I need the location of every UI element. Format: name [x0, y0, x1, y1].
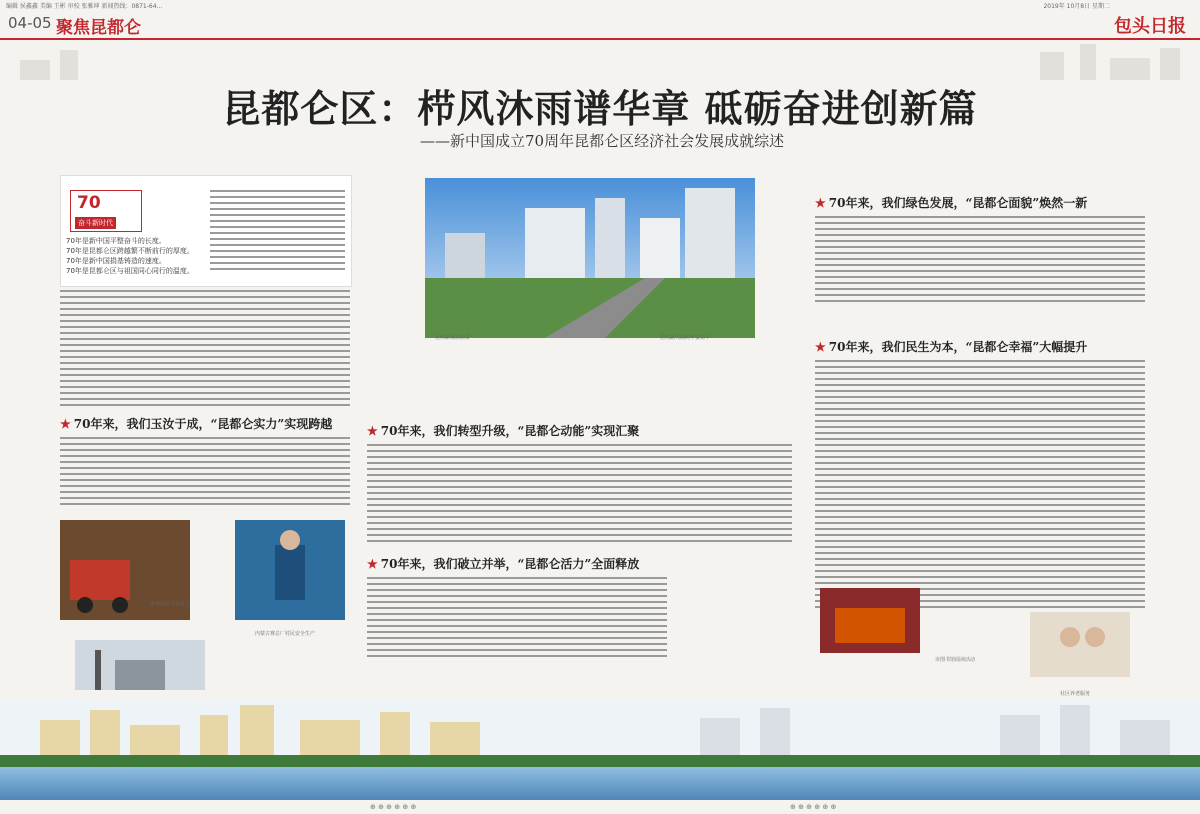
caption-care: 社区养老服务 — [1060, 691, 1091, 697]
city-aerial-illustration — [425, 178, 755, 338]
footer-bar — [0, 800, 1200, 814]
left-body-text — [60, 290, 350, 410]
section-heading: ★ 70年来，我们民生为本，“昆都仑幸福”大幅提升 — [815, 340, 1088, 354]
section-4-text — [815, 216, 1145, 306]
header-decoration — [0, 40, 1200, 80]
date-line: 2019年 10月8日 星期二 — [1043, 3, 1110, 10]
library-photo — [820, 588, 920, 653]
badge-number: 70 — [77, 193, 101, 213]
caption-worker: 内蒙古赛总厂村民安全生产 — [255, 631, 316, 637]
intro-line: 70年是昆都仑区跨越繁不断前行的厚度。 — [66, 247, 194, 255]
caption-library: 市图书馆阅读活动 — [935, 657, 976, 663]
section-heading: ★ 70年来，我们玉汝于成，“昆都仑实力”实现跨越 — [60, 417, 333, 431]
article-subtitle: ——新中国成立70周年昆都仑区经济社会发展成就综述 — [420, 132, 785, 150]
top-info-bar — [0, 0, 1200, 10]
section-heading: ★ 70年来，我们绿色发展，“昆都仑面貌”焕然一新 — [815, 196, 1088, 210]
section-5-text — [815, 360, 1145, 610]
care-photo — [1030, 612, 1130, 677]
intro-line: 70年是昆都仑区与祖国同心同行的温度。 — [66, 267, 194, 275]
section-1-text — [60, 437, 350, 507]
registration-marks: ⊕ ⊕ ⊕ ⊕ ⊕ ⊕ — [370, 803, 417, 811]
editor-line: 编辑 侯鑫鑫 美编 王彬 审校 张雅坤 新闻热线：0871-64... — [6, 3, 163, 10]
star-icon: ★ — [815, 340, 826, 354]
page-number: 04-05 — [8, 14, 52, 32]
section-heading: ★ 70年来，我们破立并举，“昆都仑活力”全面释放 — [367, 557, 640, 571]
worker-photo — [235, 520, 345, 620]
section-heading: ★ 70年来，我们转型升级，“昆都仑动能”实现汇聚 — [367, 424, 640, 438]
badge-text: 奋斗新时代 — [75, 217, 116, 229]
intro-line: 70年是新中国捐基铸造的速度。 — [66, 257, 166, 265]
intro-line: 70年是新中国平整奋斗的长度。 — [66, 237, 166, 245]
city-skyline-panorama — [0, 700, 1200, 800]
section-title: 聚焦昆都仑 — [56, 18, 141, 38]
star-icon: ★ — [815, 196, 826, 210]
page-header — [0, 12, 1200, 40]
registration-marks: ⊕ ⊕ ⊕ ⊕ ⊕ ⊕ — [790, 803, 837, 811]
anniversary-badge — [70, 190, 142, 232]
star-icon: ★ — [367, 557, 378, 571]
city-aerial-photo — [425, 178, 755, 338]
star-icon: ★ — [367, 424, 378, 438]
article-title: 昆都仑区：栉风沐雨谱华章 砥砺奋进创新篇 — [222, 86, 978, 131]
intro-list — [66, 236, 216, 276]
caption-new-city: 昆明新城东街景 — [435, 335, 471, 341]
industrial-photo — [75, 640, 205, 690]
intro-body-text — [210, 190, 345, 270]
caption-city: 昆明路大街的华安街中 — [660, 335, 711, 341]
star-icon: ★ — [60, 417, 71, 431]
newspaper-logo: 包头日报 — [1114, 16, 1186, 37]
caption-machinery: 康视制造业新设立 — [150, 601, 191, 607]
section-2-text — [367, 444, 792, 544]
section-3-text — [367, 577, 667, 657]
